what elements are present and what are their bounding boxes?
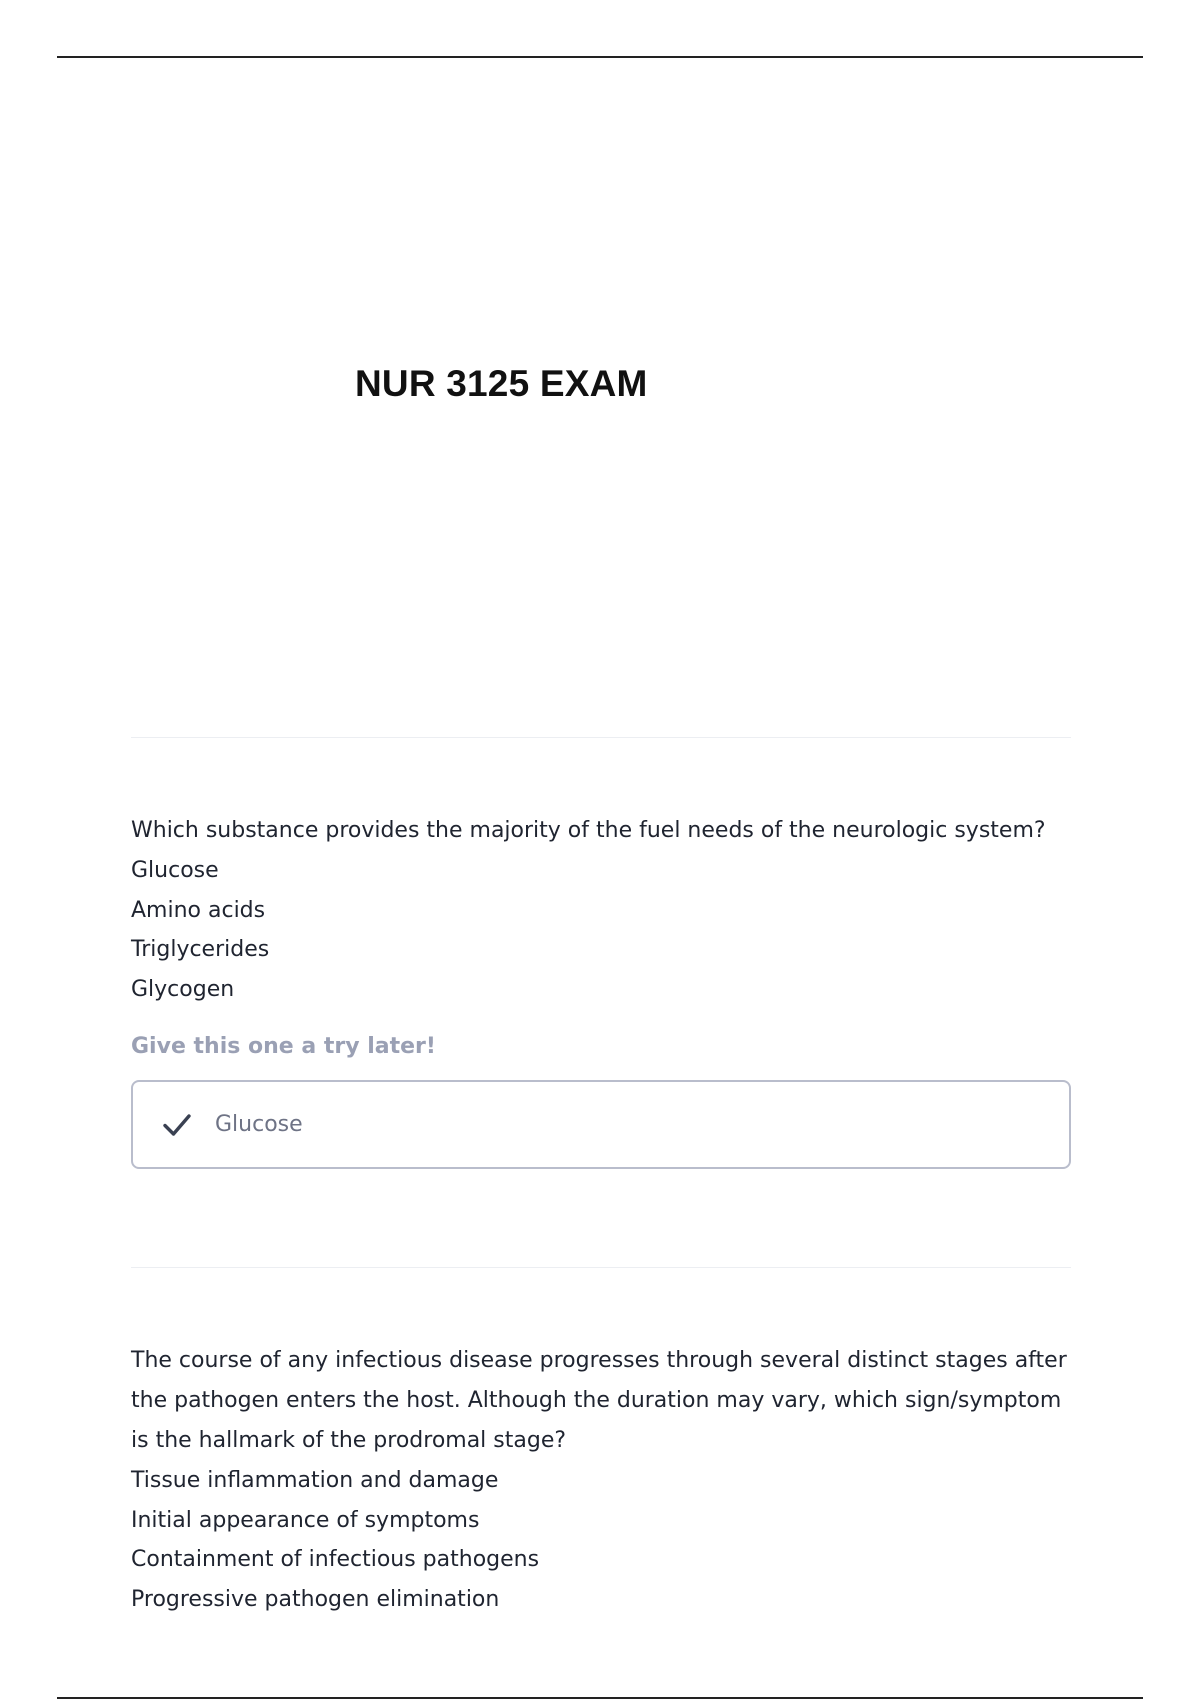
answer-box[interactable] [131,1080,1071,1169]
answer-text: Glucose [215,1112,303,1137]
option-item: Tissue inflammation and damage [131,1468,499,1493]
options-list [131,1461,1071,1619]
page-top-rule [57,56,1143,58]
page-bottom-rule [57,1697,1143,1699]
question-card-2 [131,1341,1071,1619]
question-text: Which substance provides the majority of the fuel needs of the neurologic system? [131,818,1046,843]
option-item: Glucose [131,858,219,883]
options-list [131,851,1071,1009]
option-item: Amino acids [131,897,266,923]
option-item: Progressive pathogen elimination [131,1586,500,1612]
document-title: NUR 3125 EXAM [355,363,648,404]
section-divider [131,737,1071,738]
section-divider [131,1267,1071,1268]
check-icon [159,1107,195,1143]
hint-text: Give this one a try later! [131,1034,436,1059]
question-text: The course of any infectious disease progresses through several distinct stages after the pathogen enters the host. Although the duration may vary, which sign/symptom is the hallmark of the prodromal stage? [131,1348,1067,1453]
question-card-1 [131,811,1071,1169]
option-item: Containment of infectious pathogens [131,1547,540,1572]
option-item: Triglycerides [131,937,270,962]
option-item: Glycogen [131,976,235,1002]
option-item: Initial appearance of symptoms [131,1507,480,1533]
